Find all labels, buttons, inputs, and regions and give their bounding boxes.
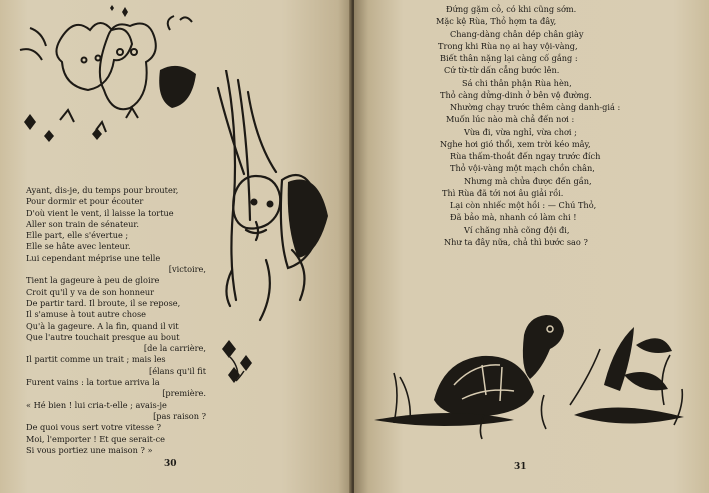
verse-line: Elle se hâte avec lenteur. (26, 241, 131, 252)
verse-line: D'où vient le vent, il laisse la tortue (26, 207, 174, 218)
verse-line: Rùa thấm-thoắt đến ngay trước đích (450, 151, 601, 161)
verse-line: Trong khi Rùa nọ ai hay vội-vàng, (438, 40, 578, 51)
verse-line: [victoire, (168, 264, 206, 275)
verse-line: Đã bảo mà, nhanh có làm chi ! (450, 212, 577, 223)
verse-line: Que l'autre touchait presque au bout (26, 331, 180, 342)
hare-illustration (196, 70, 346, 340)
verse-line: Như ta đây nữa, chả thì bước sao ? (444, 236, 588, 247)
verse-line: [première. (162, 388, 206, 399)
verse-line: Il partit comme un trait ; mais les (26, 354, 166, 365)
verse-line: Nhường chạy trước thêm càng danh-giá : (450, 102, 621, 112)
verse-line: Lại còn nhiếc một hồi : — Chú Thỏ, (450, 200, 597, 210)
verse-line: Aller son train de sénateur. (26, 218, 140, 229)
verse-line: Cứ từ-từ dấn cẳng bước lên. (444, 65, 560, 76)
verse-line: Vừa đi, vừa nghỉ, vừa chơi ; (464, 126, 577, 137)
verse-line: Croit qu'il y va de son honneur (26, 286, 155, 297)
verse-line: [de la carrière, (143, 343, 206, 354)
right-page (354, 0, 709, 493)
verse-line: De quoi vous sert votre vitesse ? (26, 422, 161, 433)
verse-line: Il s'amuse à tout autre chose (26, 309, 146, 320)
verse-line: Qu'à la gageure. A la fin, quand il vit (26, 320, 179, 331)
verse-line: Sá chi thân phận Rùa hèn, (462, 77, 572, 88)
verse-line: Thỏ vội-vàng một mạch chồn chân, (450, 163, 595, 174)
verse-line: Si vous portiez une maison ? » (26, 444, 153, 455)
verse-line: [pas raison ? (153, 410, 206, 421)
verse-line: Furent vains : la tortue arriva la (26, 377, 160, 388)
page-number-left: 30 (164, 459, 177, 469)
verse-line: De partir tard. Il broute, il se repose, (26, 297, 181, 308)
verse-line: Tient la gageure à peu de gloire (26, 275, 160, 286)
verse-line: Ví chăng nhà cõng đội đi, (464, 224, 570, 235)
verse-line: Muốn lúc nào mà chả đến nơi : (446, 114, 575, 125)
verse-line: Đứng gặm cỏ, có khi cũng sớm. (446, 4, 577, 14)
verse-line: Chang-dàng chân dép chân giày (450, 28, 584, 39)
verse-line: Lui cependant méprise une telle (26, 252, 161, 263)
verse-line: Thì Rùa đã tới nơi âu giải rồi. (442, 187, 564, 198)
verse-line: Moi, l'emporter ! Et que serait-ce (26, 433, 166, 444)
flower-ornament (210, 335, 270, 395)
verse-line: « Hé bien ! lui cria-t-elle ; avais-je (26, 399, 167, 410)
verse-line: Nhưng mà chửa được đến gần, (464, 175, 592, 186)
verse-line: Nghe hơi gió thổi, xem trời kéo mây, (440, 138, 591, 149)
verse-line: Mặc kệ Rùa, Thỏ hợm ta đây, (436, 16, 557, 27)
verse-line: Biết thân nặng lại càng cố gắng : (440, 53, 578, 63)
verse-line: [élans qu'il fit (149, 365, 206, 376)
verse-right (406, 3, 686, 248)
verse-line: Elle part, elle s'évertue ; (26, 230, 129, 241)
verse-left (26, 185, 206, 456)
verse-line: Ayant, dis-je, du temps pour brouter, (26, 185, 179, 195)
tortoise-illustration (374, 305, 694, 455)
verse-line: Thỏ càng dửng-dinh ở bên vệ đường. (440, 89, 592, 100)
verse-line: Pour dormir et pour écouter (26, 196, 144, 207)
page-number-right: 31 (514, 462, 527, 472)
left-page (0, 0, 352, 493)
